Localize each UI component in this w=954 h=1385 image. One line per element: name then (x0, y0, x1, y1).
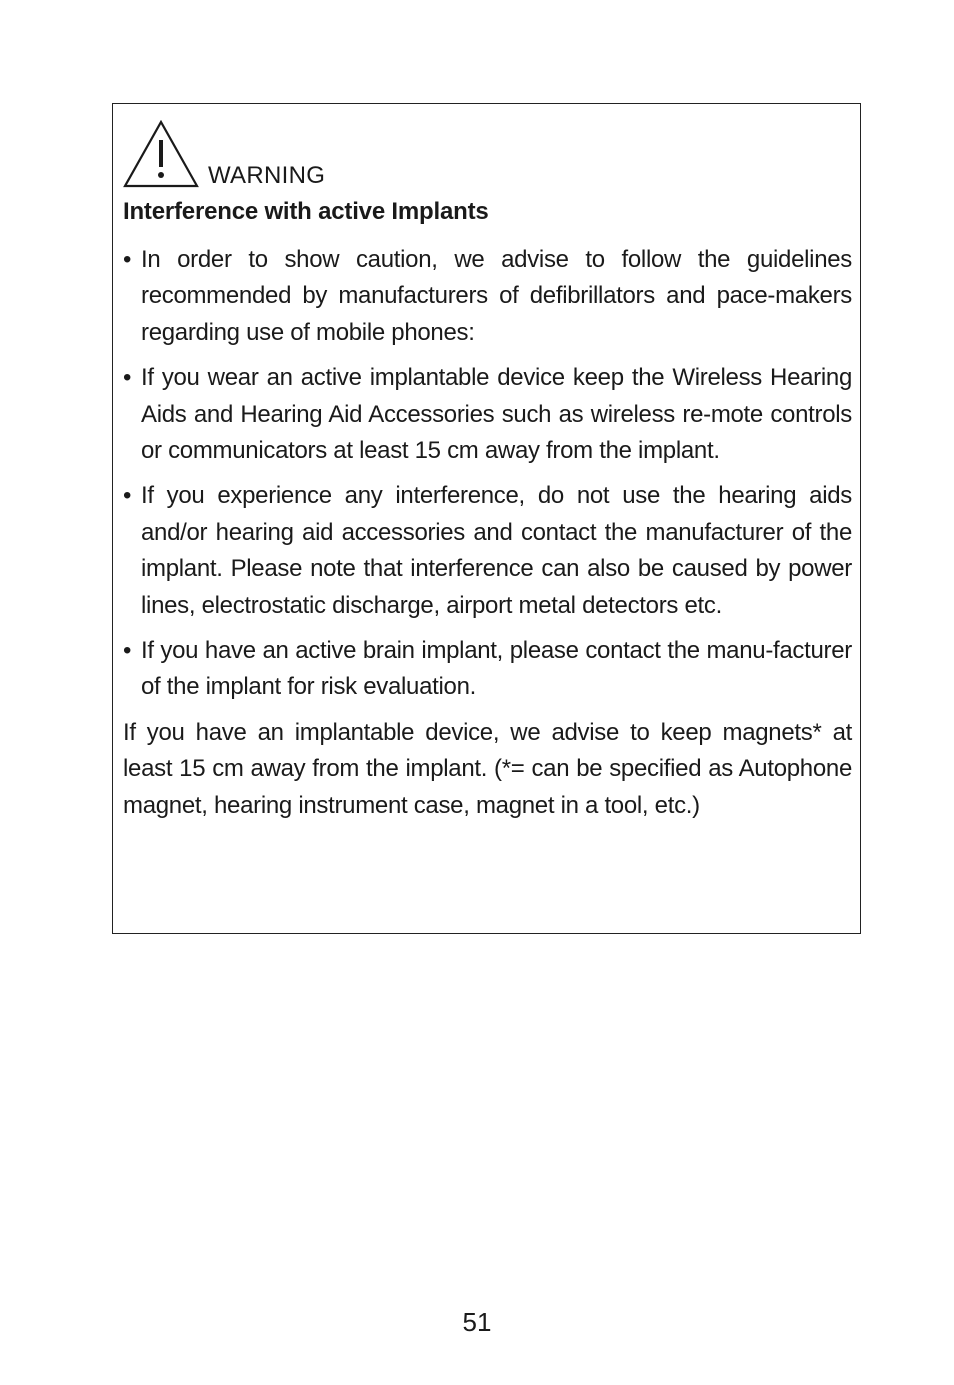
warning-label: WARNING (208, 162, 326, 189)
warning-title: Interference with active Implants (123, 198, 489, 225)
warning-header (123, 112, 325, 188)
warning-box (112, 103, 861, 934)
list-item: • If you have an active brain implant, please contact the manu-facturer of the implant for risk evaluation. (123, 633, 852, 706)
closing-paragraph: If you have an implantable device, we advise to keep magnets* at least 15 cm away from the implant. (*= can be specified as Autophone magnet, hearing instrument case, magnet in a tool, etc.) (123, 718, 852, 819)
warning-triangle-icon (123, 120, 199, 188)
list-item: • If you experience any interference, do not use the hearing aids and/or hearing aid accessories and contact the manufacturer of the implant. Please note that interference can also be caused by power lines, electrostatic discharge, airport metal detectors etc. (123, 478, 852, 624)
list-item: • In order to show caution, we advise to follow the guidelines recommended by manufacturers of defibrillators and pace-makers regarding use of mobile phones: (123, 242, 852, 351)
list-item: • If you wear an active implantable device keep the Wireless Hearing Aids and Hearing Aid Accessories such as wireless re-mote controls or communicators at least 15 cm away from the implant. (123, 360, 852, 469)
warning-content (123, 242, 852, 824)
bullet-list (123, 242, 852, 706)
page-number: 51 (462, 1307, 492, 1337)
